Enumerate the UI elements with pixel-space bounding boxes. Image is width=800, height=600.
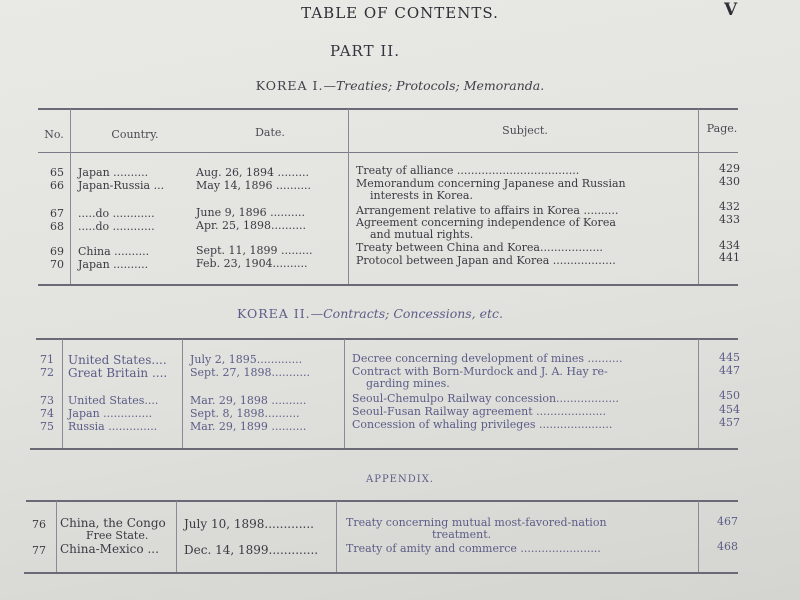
row-subject-cont: and mutual rights.	[370, 228, 474, 241]
row-subject: Decree concerning development of mines ..........	[352, 352, 623, 365]
row-no: 75	[40, 420, 54, 433]
col-header-subject: Subject.	[502, 124, 548, 137]
row-page: 457	[719, 416, 740, 429]
row-country: Japan ..........	[78, 258, 149, 271]
row-no: 66	[50, 179, 64, 192]
table3-bottom-rule	[24, 572, 738, 574]
row-no: 71	[40, 353, 54, 366]
table3-col-divider	[698, 501, 699, 572]
table2-col-divider	[62, 339, 63, 448]
row-page: 429	[719, 162, 740, 175]
row-page: 447	[719, 364, 740, 377]
row-country: United States....	[68, 394, 159, 407]
row-country: .....do ............	[78, 207, 155, 220]
row-no: 70	[50, 258, 64, 271]
table2-col-divider	[698, 339, 699, 448]
row-date: July 10, 1898.............	[184, 517, 314, 531]
row-country: Great Britain ....	[68, 366, 168, 380]
row-subject: Memorandum concerning Japanese and Russian	[356, 177, 626, 190]
col-header-no: No.	[44, 128, 64, 141]
row-subject: Seoul-Fusan Railway agreement ....................	[352, 405, 607, 418]
table2-col-divider	[344, 339, 345, 448]
row-page: 430	[719, 175, 740, 188]
row-page: 467	[717, 515, 738, 528]
table1-top-rule	[38, 108, 738, 110]
row-country: Japan ..........	[78, 166, 149, 179]
row-no: 77	[32, 544, 46, 557]
row-date: Apr. 25, 1898..........	[196, 219, 306, 232]
page-title: TABLE OF CONTENTS.	[301, 4, 499, 22]
row-subject-cont: treatment.	[432, 528, 492, 541]
section1-heading	[0, 78, 800, 93]
row-no: 73	[40, 394, 54, 407]
row-date: Sept. 11, 1899 .........	[196, 244, 313, 257]
row-country: Japan ..............	[68, 407, 153, 420]
section1-label: KOREA I.	[255, 78, 324, 93]
row-date: June 9, 1896 ..........	[196, 206, 306, 219]
table1-col-divider	[348, 109, 349, 284]
table1-col-divider	[70, 109, 71, 284]
table1-header-rule	[38, 152, 738, 153]
row-date: Feb. 23, 1904..........	[196, 257, 308, 270]
row-date: Sept. 27, 1898...........	[190, 366, 310, 379]
row-country: .....do ............	[78, 220, 155, 233]
row-country: China, the Congo	[60, 516, 166, 530]
row-country: Russia ..............	[68, 420, 158, 433]
table2-bottom-rule	[30, 448, 738, 450]
row-page: 454	[719, 403, 740, 416]
row-no: 74	[40, 407, 54, 420]
row-subject: Protocol between Japan and Korea ..................	[356, 254, 616, 267]
section2-subtitle: —Contracts; Concessions, etc.	[310, 306, 504, 321]
appendix-heading: APPENDIX.	[366, 474, 434, 485]
row-date: Dec. 14, 1899.............	[184, 543, 319, 557]
row-page: 445	[719, 351, 740, 364]
col-header-date: Date.	[255, 126, 285, 139]
row-page: 434	[719, 239, 740, 252]
section2-heading	[0, 306, 770, 321]
row-country: United States....	[68, 353, 167, 367]
row-page: 468	[717, 540, 738, 553]
table2-col-divider	[182, 339, 183, 448]
row-date: Mar. 29, 1899 ..........	[190, 420, 307, 433]
row-subject-cont: garding mines.	[366, 377, 450, 390]
table3-col-divider	[176, 501, 177, 572]
col-header-page: Page.	[706, 122, 738, 135]
row-country: Japan-Russia ...	[78, 179, 165, 192]
table3-top-rule	[26, 500, 738, 502]
section1-subtitle: —Treaties; Protocols; Memoranda.	[323, 78, 545, 93]
row-no: 68	[50, 220, 64, 233]
table3-col-divider	[56, 501, 57, 572]
row-no: 69	[50, 245, 64, 258]
row-no: 72	[40, 366, 54, 379]
part-heading: PART II.	[330, 42, 400, 60]
row-page: 441	[719, 251, 740, 264]
row-subject: Treaty between China and Korea..................	[356, 241, 603, 254]
row-country-cont: Free State.	[86, 529, 149, 542]
row-subject: Treaty of amity and commerce .......................	[346, 542, 601, 555]
row-date: July 2, 1895.............	[190, 353, 303, 366]
table2-top-rule	[36, 338, 738, 340]
page-number-roman: V	[724, 0, 738, 20]
row-subject: Treaty concerning mutual most-favored-nation	[346, 516, 607, 529]
table1-col-divider	[698, 109, 699, 284]
row-country: China-Mexico ...	[60, 542, 159, 556]
row-subject: Treaty of alliance ...................................	[356, 164, 580, 177]
section2-label: KOREA II.	[236, 306, 311, 321]
row-page: 432	[719, 200, 740, 213]
row-subject: Arrangement relative to affairs in Korea ..........	[356, 204, 619, 217]
row-date: Aug. 26, 1894 .........	[196, 166, 310, 179]
row-subject-cont: interests in Korea.	[370, 189, 473, 202]
row-no: 65	[50, 166, 64, 179]
row-no: 67	[50, 207, 64, 220]
row-subject: Seoul-Chemulpo Railway concession..................	[352, 392, 619, 405]
row-subject: Contract with Born-Murdock and J. A. Hay re-	[352, 365, 608, 378]
row-subject: Agreement concerning independence of Korea	[356, 216, 616, 229]
row-subject: Concession of whaling privileges .....................	[352, 418, 613, 431]
row-page: 433	[719, 213, 740, 226]
row-page: 450	[719, 389, 740, 402]
col-header-country: Country.	[111, 128, 159, 141]
table1-bottom-rule	[38, 284, 738, 286]
row-date: Sept. 8, 1898..........	[190, 407, 300, 420]
row-country: China ..........	[78, 245, 150, 258]
row-date: May 14, 1896 ..........	[196, 179, 311, 192]
table3-col-divider	[336, 501, 337, 572]
row-no: 76	[32, 518, 46, 531]
row-date: Mar. 29, 1898 ..........	[190, 394, 307, 407]
